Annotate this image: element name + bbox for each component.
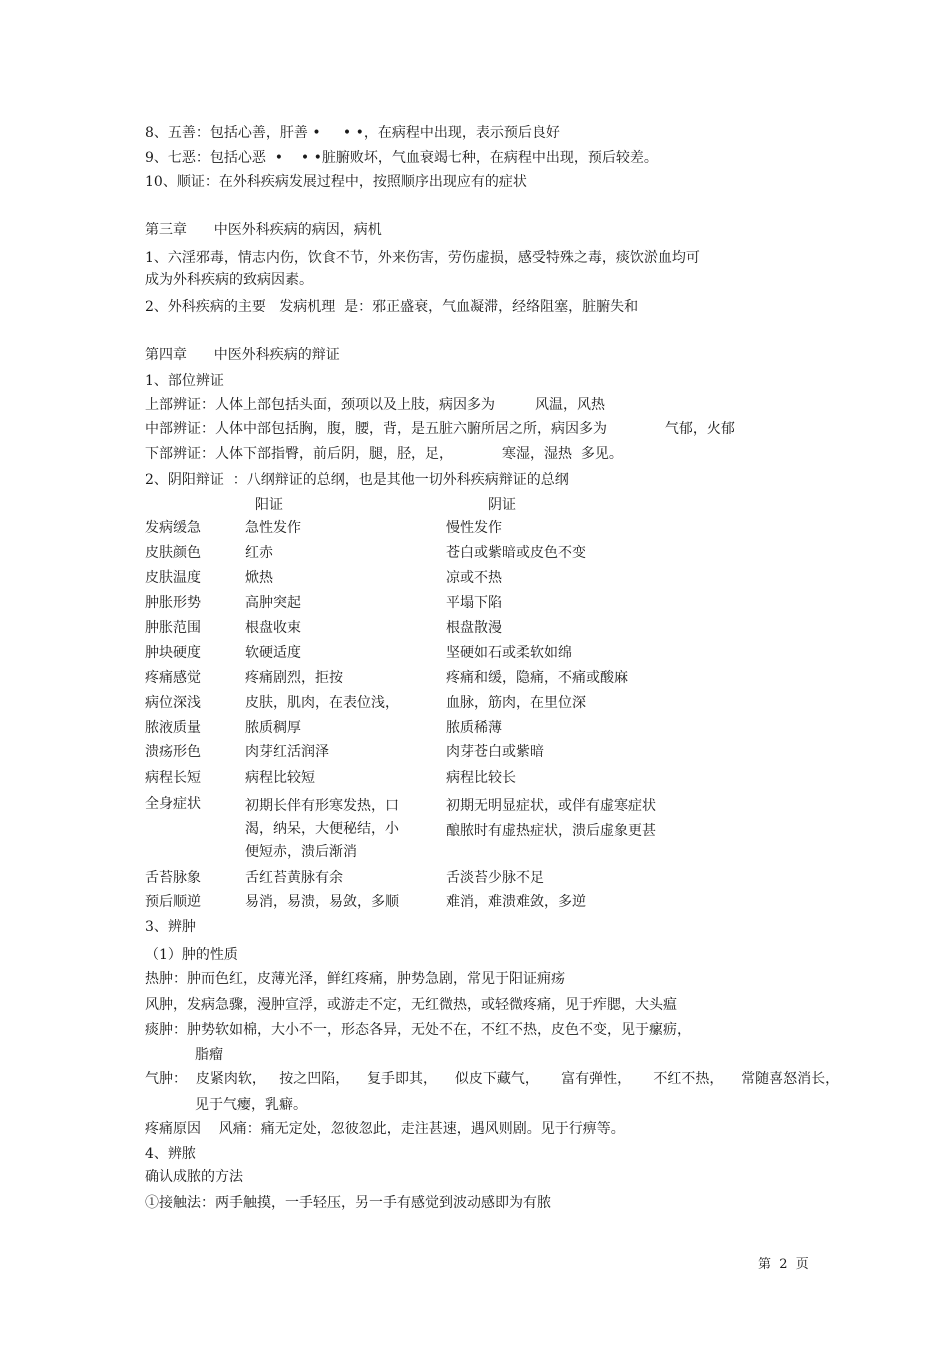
row-yang: 病程比较短: [245, 770, 315, 786]
row-yin: 血脉，筋肉，在里位深: [446, 695, 586, 711]
row-label: 皮肤温度: [145, 570, 201, 586]
row-label: 脓液质量: [145, 720, 201, 736]
row-yang: 脓质稠厚: [245, 720, 301, 736]
row-yang: 急性发作: [245, 520, 301, 536]
row-yang-line: 初期长伴有形寒发热，口: [245, 798, 399, 814]
row-yang: 肉芽红活润泽: [245, 744, 329, 760]
item-9-seven-bad: 9、七恶：包括心恶 • • •脏腑败坏，气血衰竭七种，在病程中出现，预后较差。: [145, 150, 658, 166]
swelling-qi-cont: 见于气瘿，乳癖。: [195, 1097, 307, 1113]
row-yang: 疼痛剧烈，拒按: [245, 670, 343, 686]
chapter3-p1-line1: 1、六淫邪毒，情志内伤，饮食不节，外来伤害，劳伤虚损，感受特殊之毒，痰饮淤血均可: [145, 250, 700, 266]
chapter4-s1: 1、部位辨证: [145, 373, 224, 389]
swelling-pain: 疼痛原因 风痛：痛无定处，忽彼忽此，走注甚速，遇风则剧。见于行痹等。: [145, 1121, 625, 1137]
table-header-yin: 阴证: [488, 497, 516, 513]
row-yang: 软硬适度: [245, 645, 301, 661]
row-label: 病程长短: [145, 770, 201, 786]
swelling-hot: 热肿：肿而色红，皮薄光泽，鲜红疼痛，肿势急剧，常见于阳证痈疡: [145, 971, 565, 987]
row-label: 预后顺逆: [145, 894, 201, 910]
row-yin: 疼痛和缓，隐痛，不痛或酸麻: [446, 670, 628, 686]
row-yin: 肉芽苍白或紫暗: [446, 744, 544, 760]
row-yang: 舌红苔黄脉有余: [245, 870, 343, 886]
chapter3-title: 第三章 中医外科疾病的病因，病机: [145, 222, 382, 238]
chapter4-upper: 上部辨证：人体上部包括头面，颈项以及上肢，病因多为 风温，风热: [145, 397, 606, 413]
row-yin: 坚硬如石或柔软如绵: [446, 645, 572, 661]
row-yang: 皮肤，肌肉，在表位浅，: [245, 695, 399, 711]
row-label: 溃疡形色: [145, 744, 201, 760]
item-8-five-good: 8、五善：包括心善，肝善 • • •，在病程中出现，表示预后良好: [145, 125, 560, 141]
table-header-yang: 阳证: [255, 497, 283, 513]
row-label: 肿胀范围: [145, 620, 201, 636]
row-label: 皮肤颜色: [145, 545, 201, 561]
row-yin: 苍白或紫暗或皮色不变: [446, 545, 586, 561]
row-label: 肿胀形势: [145, 595, 201, 611]
chapter4-middle: 中部辨证：人体中部包括胸，腹，腰，背，是五脏六腑所居之所，病因多为 气郁，火郁: [145, 421, 735, 437]
chapter4-s2: 2、阴阳辩证 ：八纲辩证的总纲，也是其他一切外科疾病辩证的总纲: [145, 472, 569, 488]
row-yin-line: 初期无明显症状，或伴有虚寒症状: [446, 798, 656, 814]
row-yin-line: 酿脓时有虚热症状，溃后虚象更甚: [446, 823, 656, 839]
swelling-qi: 气肿： 皮紧肉软， 按之凹陷， 复手即其， 似皮下藏气， 富有弹性， 不红不热， 常随喜怒消长，: [145, 1071, 840, 1087]
chapter4-lower: 下部辨证：人体下部指臀，前后阴，腿，胫，足， 寒湿，湿热 多见。: [145, 446, 623, 462]
row-label: 肿块硬度: [145, 645, 201, 661]
row-yang: 高肿突起: [245, 595, 301, 611]
row-yang: 红赤: [245, 545, 273, 561]
chapter3-p1-line2: 成为外科疾病的致病因素。: [145, 272, 313, 288]
swelling-title: 3、辨肿: [145, 919, 196, 935]
item-10-favorable: 10、顺证：在外科疾病发展过程中，按照顺序出现应有的症状: [145, 174, 527, 190]
row-yang: 焮热: [245, 570, 273, 586]
row-label: 全身症状: [145, 796, 201, 812]
pus-sub: 确认成脓的方法: [145, 1169, 243, 1185]
page-number: 第 2 页: [758, 1257, 809, 1272]
swelling-phlegm: 痰肿：肿势软如棉，大小不一，形态各异，无处不在，不红不热，皮色不变，见于瘰疬，: [145, 1022, 691, 1038]
row-yang-line: 便短赤，溃后渐消: [245, 844, 357, 860]
row-yin: 根盘散漫: [446, 620, 502, 636]
row-yin: 凉或不热: [446, 570, 502, 586]
row-yin: 病程比较长: [446, 770, 516, 786]
chapter3-p2: 2、外科疾病的主要 发病机理 是：邪正盛衰，气血凝滞，经络阻塞，脏腑失和: [145, 299, 639, 315]
swelling-phlegm-cont: 脂瘤: [195, 1047, 223, 1063]
pus-title: 4、辨脓: [145, 1146, 196, 1162]
pus-method1: ①接触法：两手触摸，一手轻压，另一手有感觉到波动感即为有脓: [145, 1195, 551, 1211]
swelling-sub: （1）肿的性质: [145, 947, 238, 963]
row-label: 发病缓急: [145, 520, 201, 536]
row-yin: 难消，难溃难敛，多逆: [446, 894, 586, 910]
swelling-wind: 风肿，发病急骤，漫肿宣浮，或游走不定，无红微热，或轻微疼痛，见于痄腮，大头瘟: [145, 997, 677, 1013]
row-yang: 根盘收束: [245, 620, 301, 636]
row-yin: 平塌下陷: [446, 595, 502, 611]
row-label: 疼痛感觉: [145, 670, 201, 686]
row-yin: 慢性发作: [446, 520, 502, 536]
row-label: 病位深浅: [145, 695, 201, 711]
row-yin: 舌淡苔少脉不足: [446, 870, 544, 886]
row-label: 舌苔脉象: [145, 870, 201, 886]
row-yang: 易消，易溃，易敛，多顺: [245, 894, 399, 910]
row-yin: 脓质稀薄: [446, 720, 502, 736]
row-yang-line: 渴，纳呆，大便秘结，小: [245, 821, 399, 837]
chapter4-title: 第四章 中医外科疾病的辩证: [145, 347, 340, 363]
